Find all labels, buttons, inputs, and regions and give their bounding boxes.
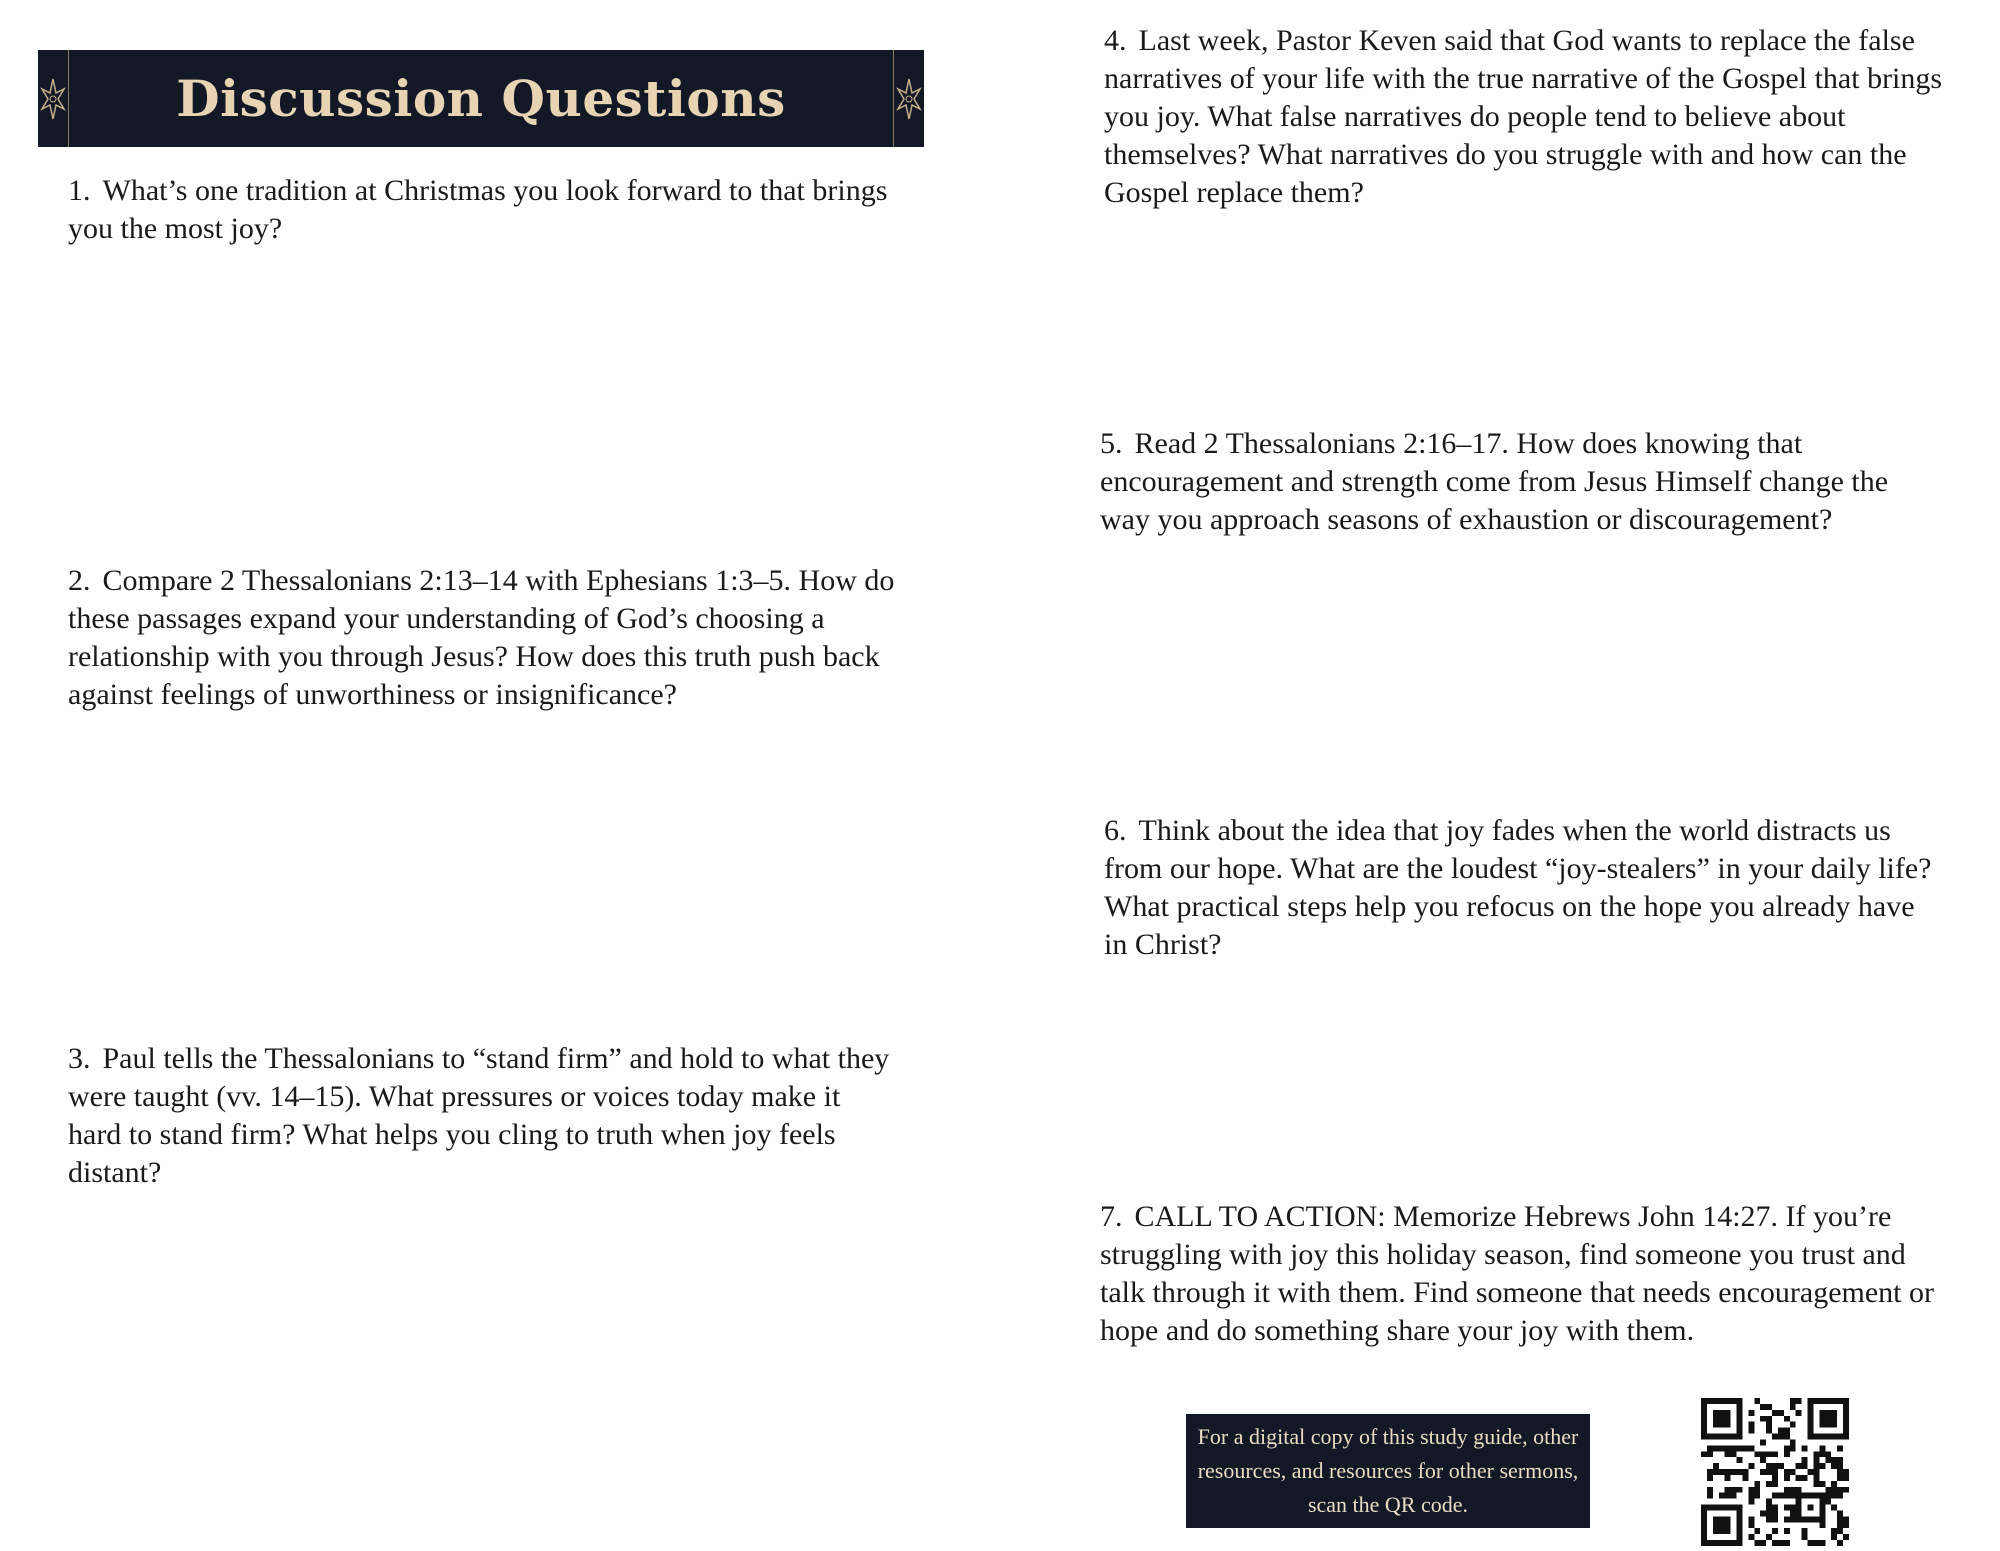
- digital-copy-note: [1186, 1414, 1590, 1528]
- question-5: [1100, 425, 1940, 539]
- question-text: What’s one tradition at Christmas you look forward to that brings you the most joy?: [68, 174, 888, 245]
- question-4: [1104, 22, 1944, 212]
- question-1: [68, 172, 898, 248]
- question-number: 2.: [68, 564, 91, 597]
- question-number: 1.: [68, 174, 91, 207]
- discussion-banner: [38, 50, 924, 147]
- question-text: CALL TO ACTION: Memorize Hebrews John 14:27. If you’re struggling with joy this holiday season, find someone you trust and talk through it with them. Find someone that needs encouragement or hope and do something share your joy with them.: [1100, 1200, 1934, 1347]
- question-7: [1100, 1198, 1940, 1350]
- question-text: Compare 2 Thessalonians 2:13–14 with Ephesians 1:3–5. How do these passages expand your understanding of God’s choosing a relationship with you through Jesus? How does this truth push back against feelings of unworthiness or insignificance?: [68, 564, 895, 711]
- star-ornament-icon: [38, 50, 69, 147]
- question-text: Last week, Pastor Keven said that God wants to replace the false narratives of your life with the true narrative of the Gospel that brings you joy. What false narratives do people tend to believe about themselves? What narratives do you struggle with and how can the Gospel replace them?: [1104, 24, 1943, 209]
- question-number: 4.: [1104, 24, 1127, 57]
- question-text: Think about the idea that joy fades when the world distracts us from our hope. What are the loudest “joy-stealers” in your daily life? What practical steps help you refocus on the hope you already have in Christ?: [1104, 814, 1932, 961]
- question-number: 6.: [1104, 814, 1127, 847]
- star-ornament-icon: [893, 50, 924, 147]
- question-number: 3.: [68, 1042, 91, 1075]
- page-title: Discussion Questions: [176, 69, 786, 128]
- question-6: [1104, 812, 1944, 964]
- question-text: Paul tells the Thessalonians to “stand firm” and hold to what they were taught (vv. 14–15). What pressures or voices today make it hard to stand firm? What helps you cling to truth when joy feels distant?: [68, 1042, 890, 1189]
- question-number: 5.: [1100, 427, 1123, 460]
- question-text: Read 2 Thessalonians 2:16–17. How does knowing that encouragement and strength come from Jesus Himself change the way you approach seasons of exhaustion or discouragement?: [1100, 427, 1889, 536]
- question-number: 7.: [1100, 1200, 1123, 1233]
- digital-copy-text: For a digital copy of this study guide, other resources, and resources for other sermons, scan the QR code.: [1197, 1424, 1579, 1517]
- question-3: [68, 1040, 898, 1192]
- question-2: [68, 562, 898, 714]
- qr-code-icon[interactable]: [1700, 1398, 1850, 1546]
